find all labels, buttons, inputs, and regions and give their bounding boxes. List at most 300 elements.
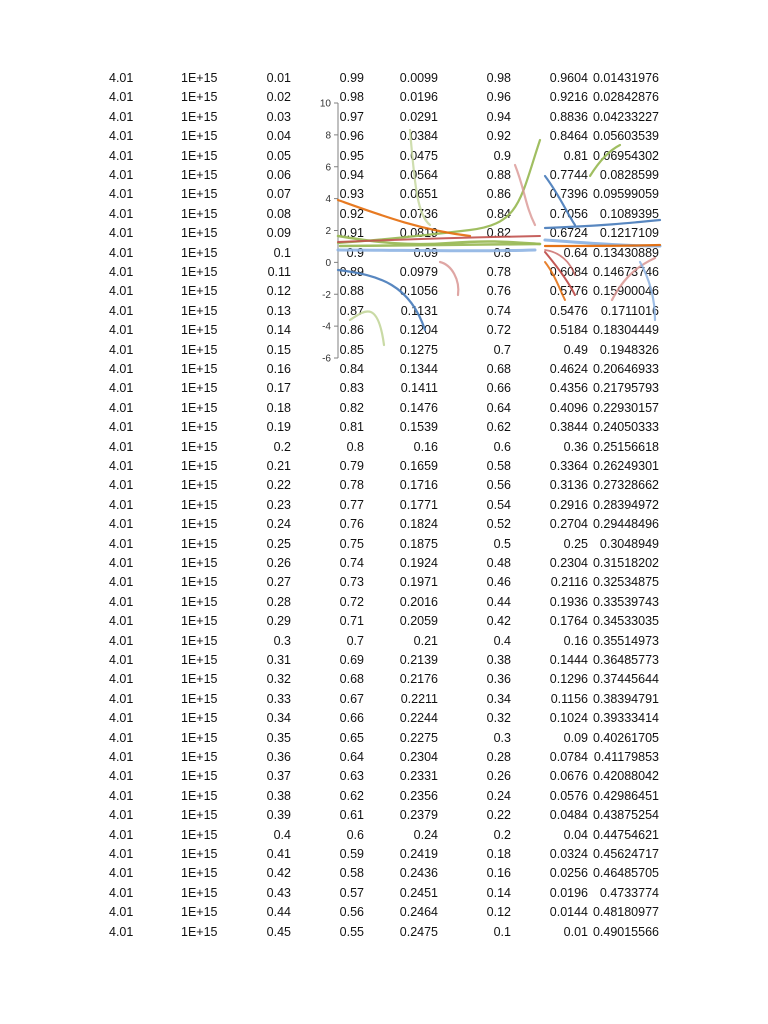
- table-cell: 0.32: [486, 711, 511, 726]
- table-cell: 0.62: [339, 788, 364, 803]
- table-cell: 0.6724: [549, 226, 588, 241]
- table-cell: 0.57: [339, 885, 364, 900]
- table-cell: 0.7: [346, 633, 364, 648]
- table-cell: 0.4096: [549, 400, 588, 415]
- table-cell: 0.49015566: [592, 924, 659, 939]
- table-cell: 0.1204: [399, 323, 438, 338]
- table-cell: 1E+15: [181, 672, 218, 687]
- table-cell: 0.22: [486, 808, 511, 823]
- table-cell: 0.44754621: [592, 827, 659, 842]
- table-cell: 0.25: [563, 536, 588, 551]
- table-cell: 1E+15: [181, 284, 218, 299]
- table-cell: 4.01: [109, 478, 134, 493]
- table-cell: 0.92: [339, 206, 364, 221]
- table-cell: 4.01: [109, 556, 134, 570]
- table-cell: 4.01: [109, 614, 134, 629]
- table-cell: 0.1771: [399, 497, 438, 512]
- table-cell: 0.0484: [549, 808, 588, 823]
- table-cell: 0.66: [486, 381, 511, 396]
- table-cell: 0.1411: [400, 381, 438, 396]
- table-cell: 0.1156: [550, 691, 588, 706]
- table-cell: 0.71: [339, 614, 364, 629]
- y-tick-label: 10: [319, 98, 331, 110]
- table-cell: 0.8836: [549, 109, 588, 124]
- table-cell: 0.1056: [399, 284, 438, 299]
- table-cell: 1E+15: [181, 536, 218, 551]
- table-cell: 0.3: [493, 730, 511, 745]
- table-cell: 0.45624717: [592, 847, 659, 861]
- table-cell: 1E+15: [181, 594, 218, 609]
- table-cell: 0.35: [266, 730, 291, 745]
- table-cell: 0.1024: [549, 711, 588, 726]
- table-cell: 0.91: [339, 226, 364, 241]
- table-cell: 0.92: [486, 129, 511, 144]
- table-cell: 4.01: [109, 730, 134, 745]
- table-cell: 0.03: [266, 109, 291, 124]
- table-cell: 0.32: [266, 672, 291, 687]
- table-cell: 0.0576: [549, 788, 588, 803]
- table-cell: 0.59: [339, 847, 364, 861]
- table-cell: 1E+15: [181, 187, 218, 202]
- y-tick-label: 2: [325, 226, 331, 237]
- table-cell: 4.01: [109, 788, 134, 803]
- table-cell: 0.0828599: [599, 168, 659, 182]
- table-cell: 0.81: [339, 420, 364, 435]
- table-cell: 4.01: [109, 536, 134, 551]
- table-cell: 0.14: [486, 885, 511, 900]
- table-cell: 0.84: [486, 206, 511, 221]
- table-cell: 0.1217109: [599, 226, 659, 241]
- table-cell: 0.87: [339, 303, 364, 318]
- table-cell: 0.1089395: [599, 206, 659, 221]
- table-cell: 1E+15: [181, 905, 218, 920]
- table-cell: 0.76: [339, 517, 364, 532]
- table-cell: 0.4: [493, 633, 511, 648]
- table-cell: 1E+15: [181, 459, 218, 473]
- table-cell: 1E+15: [181, 730, 218, 745]
- table-cell: 0.06: [266, 168, 291, 182]
- table-cell: 0.64: [339, 750, 364, 764]
- table-cell: 0.93: [339, 187, 364, 202]
- table-cell: 0.21: [413, 633, 438, 648]
- table-cell: 0.43875254: [592, 808, 659, 823]
- table-cell: 1E+15: [181, 381, 218, 396]
- table-cell: 0.0651: [399, 187, 438, 202]
- table-cell: 4.01: [109, 71, 134, 85]
- table-cell: 0.38394791: [592, 691, 659, 706]
- table-cell: 0.0291: [399, 109, 438, 124]
- table-cell: 0.44: [486, 594, 511, 609]
- table-cell: 0.58: [339, 866, 364, 881]
- table-cell: 0.2916: [549, 497, 588, 512]
- table-cell: 0.0324: [549, 847, 588, 861]
- table-cell: 0.7396: [549, 187, 588, 202]
- table-cell: 0.37: [266, 769, 291, 784]
- table-cell: 0.88: [486, 168, 511, 182]
- table-cell: 0.2436: [399, 866, 438, 881]
- table-cell: 0.04: [266, 129, 291, 144]
- table-cell: 0.1971: [399, 575, 438, 590]
- table-cell: 0.64: [563, 245, 588, 260]
- table-cell: 0.2379: [399, 808, 438, 823]
- table-cell: 0.3364: [549, 459, 588, 473]
- table-cell: 0.75: [339, 536, 364, 551]
- y-axis: [320, 99, 338, 365]
- table-cell: 0.0676: [549, 769, 588, 784]
- table-cell: 0.43: [266, 885, 291, 900]
- chart-curve: [590, 145, 620, 176]
- table-cell: 0.16: [486, 866, 511, 881]
- table-cell: 0.40261705: [592, 730, 659, 745]
- table-cell: 0.46485705: [592, 866, 659, 881]
- table-cell: 1E+15: [181, 245, 218, 260]
- chart-curve: [545, 245, 660, 246]
- table-cell: 1E+15: [181, 323, 218, 338]
- table-cell: 0.41: [266, 847, 291, 861]
- y-tick-label: 0: [325, 257, 331, 269]
- table-cell: 0.3048949: [599, 536, 659, 551]
- table-cell: 1E+15: [181, 788, 218, 803]
- table-cell: 0.01: [266, 71, 291, 85]
- table-cell: 0.1659: [399, 459, 438, 473]
- table-cell: 0.02842876: [592, 90, 659, 105]
- table-cell: 0.94: [339, 168, 364, 182]
- table-cell: 0.28: [486, 750, 511, 764]
- table-cell: 0.15: [266, 342, 291, 357]
- chart-curve: [640, 262, 655, 320]
- table-cell: 1E+15: [181, 148, 218, 163]
- table-cell: 4.01: [109, 517, 134, 532]
- table-cell: 0.62: [486, 420, 511, 435]
- table-cell: 0.72: [339, 594, 364, 609]
- table-cell: 4.01: [109, 905, 134, 920]
- table-cell: 0.24: [413, 827, 438, 842]
- table-cell: 0.7744: [549, 168, 588, 182]
- table-cell: 4.01: [109, 420, 134, 435]
- table-cell: 1E+15: [181, 924, 218, 939]
- table-cell: 0.34: [486, 691, 511, 706]
- table-cell: 1E+15: [181, 439, 218, 454]
- table-cell: 0.0256: [549, 866, 588, 881]
- table-cell: 0.78: [339, 478, 364, 493]
- table-cell: 0.1539: [399, 420, 438, 435]
- table-cell: 4.01: [109, 129, 134, 144]
- table-cell: 0.9216: [549, 90, 588, 105]
- table-cell: 0.2304: [399, 750, 438, 764]
- table-cell: 0.2331: [399, 769, 438, 784]
- table-cell: 0.13: [266, 303, 291, 318]
- table-cell: 0.24: [486, 788, 511, 803]
- table-cell: 1E+15: [181, 342, 218, 357]
- table-cell: 0.2275: [399, 730, 438, 745]
- table-cell: 0.08: [266, 206, 291, 221]
- table-cell: 0.76: [486, 284, 511, 299]
- table-cell: 0.86: [486, 187, 511, 202]
- y-tick-label: 8: [325, 130, 331, 142]
- table-cell: 0.42986451: [592, 788, 659, 803]
- table-cell: 0.19: [266, 420, 291, 435]
- table-cell: 0.9: [346, 245, 364, 260]
- table-cell: 0.17: [266, 381, 291, 396]
- table-cell: 0.28: [266, 594, 291, 609]
- y-tick-label: -2: [322, 289, 331, 301]
- table-cell: 0.67: [339, 691, 364, 706]
- table-cell: 0.12: [266, 284, 291, 299]
- table-cell: 0.1924: [399, 556, 438, 570]
- table-cell: 0.1711016: [600, 303, 659, 318]
- table-cell: 1E+15: [181, 575, 218, 590]
- table-cell: 0.73: [339, 575, 364, 590]
- table-cell: 0.2211: [400, 691, 438, 706]
- table-cell: 0.72: [486, 323, 511, 338]
- table-cell: 1E+15: [181, 400, 218, 415]
- table-cell: 0.39333414: [592, 711, 659, 726]
- table-cell: 0.2419: [399, 847, 438, 861]
- table-cell: 1E+15: [181, 711, 218, 726]
- table-cell: 0.68: [486, 362, 511, 376]
- table-cell: 1E+15: [181, 653, 218, 667]
- table-cell: 0.4: [273, 827, 291, 842]
- table-cell: 0.89: [339, 265, 364, 279]
- chart-curve: [350, 311, 384, 345]
- table-cell: 4.01: [109, 245, 134, 260]
- table-cell: 0.2704: [549, 517, 588, 532]
- table-cell: 0.0564: [399, 168, 438, 182]
- table-cell: 0.9: [493, 148, 511, 163]
- table-cell: 0.54: [486, 497, 511, 512]
- table-cell: 0.0979: [399, 265, 438, 279]
- table-cell: 0.2304: [549, 556, 588, 570]
- table-cell: 0.42: [486, 614, 511, 629]
- table-cell: 0.29: [266, 614, 291, 629]
- table-cell: 0.5776: [549, 284, 588, 299]
- table-cell: 0.58: [486, 459, 511, 473]
- table-cell: 0.0736: [399, 206, 438, 221]
- table-cell: 0.5476: [549, 303, 588, 318]
- table-cell: 0.49: [563, 342, 588, 357]
- table-cell: 0.1444: [549, 653, 588, 667]
- table-cell: 0.36: [486, 672, 511, 687]
- table-cell: 0.37445644: [592, 672, 659, 687]
- table-cell: 0.68: [339, 672, 364, 687]
- chart-curve: [440, 262, 458, 295]
- table-cell: 1E+15: [181, 168, 218, 182]
- table-cell: 0.05603539: [592, 129, 659, 144]
- table-cell: 0.9604: [549, 71, 588, 85]
- table-cell: 0.99: [339, 71, 364, 85]
- table-cell: 0.3: [273, 633, 291, 648]
- table-cell: 0.1476: [399, 400, 438, 415]
- table-cell: 0.25156618: [592, 439, 659, 454]
- table-cell: 4.01: [109, 226, 134, 241]
- table-cell: 0.64: [486, 400, 511, 415]
- table-cell: 0.5: [493, 536, 511, 551]
- table-cell: 0.6: [346, 827, 364, 842]
- table-cell: 0.4356: [549, 381, 588, 396]
- table-cell: 4.01: [109, 750, 134, 764]
- table-cell: 0.09599059: [592, 187, 659, 202]
- table-cell: 1E+15: [181, 556, 218, 570]
- table-cell: 1E+15: [181, 517, 218, 532]
- table-cell: 0.18: [486, 847, 511, 861]
- table-cell: 0.16: [563, 633, 588, 648]
- table-cell: 0.36: [563, 439, 588, 454]
- table-cell: 0.2356: [399, 788, 438, 803]
- table-cell: 4.01: [109, 711, 134, 726]
- table-cell: 0.2: [493, 827, 511, 842]
- chart-curve: [410, 130, 430, 225]
- table-cell: 0.0196: [399, 90, 438, 105]
- table-cell: 0.98: [339, 90, 364, 105]
- table-cell: 0.1: [493, 924, 511, 939]
- table-cell: 0.27: [266, 575, 291, 590]
- table-cell: 0.45: [266, 924, 291, 939]
- table-cell: 0.29448496: [592, 517, 659, 532]
- table-cell: 4.01: [109, 90, 134, 105]
- table-cell: 0.96: [339, 129, 364, 144]
- table-cell: 1E+15: [181, 866, 218, 881]
- table-cell: 1E+15: [181, 769, 218, 784]
- table-cell: 4.01: [109, 866, 134, 881]
- table-cell: 0.0475: [399, 148, 438, 163]
- table-cell: 0.09: [563, 730, 588, 745]
- table-cell: 0.7: [493, 342, 511, 357]
- table-cell: 4.01: [109, 769, 134, 784]
- table-cell: 1E+15: [181, 71, 218, 85]
- table-cell: 0.38: [486, 653, 511, 667]
- table-cell: 0.04: [563, 827, 588, 842]
- table-cell: 4.01: [109, 691, 134, 706]
- table-cell: 4.01: [109, 827, 134, 842]
- table-cell: 0.83: [339, 381, 364, 396]
- table-cell: 0.01431976: [592, 71, 659, 85]
- table-cell: 0.2176: [399, 672, 438, 687]
- table-cell: 4.01: [109, 653, 134, 667]
- table-cell: 1E+15: [181, 750, 218, 764]
- chart-curve: [340, 244, 540, 246]
- table-cell: 0.4624: [549, 362, 588, 376]
- chart-curve: [545, 220, 660, 228]
- table-cell: 0.18304449: [592, 323, 659, 338]
- table-cell: 4.01: [109, 924, 134, 939]
- table-cell: 0.41179853: [593, 750, 659, 764]
- table-cell: 0.31: [266, 653, 291, 667]
- table-cell: 0.0196: [549, 885, 588, 900]
- table-cell: 0.1: [273, 245, 291, 260]
- table-cell: 0.0099: [399, 71, 438, 85]
- table-cell: 4.01: [109, 265, 134, 279]
- table-cell: 0.3136: [549, 478, 588, 493]
- table-cell: 0.07: [266, 187, 291, 202]
- table-cell: 4.01: [109, 168, 134, 182]
- table-cell: 0.42088042: [592, 769, 659, 784]
- table-cell: 4.01: [109, 109, 134, 124]
- table-cell: 0.02: [266, 90, 291, 105]
- table-cell: 4.01: [109, 342, 134, 357]
- table-cell: 0.26249301: [592, 459, 659, 473]
- table-cell: 0.22: [266, 478, 291, 493]
- table-cell: 0.6084: [549, 265, 588, 279]
- table-cell: 1E+15: [181, 497, 218, 512]
- table-cell: 1E+15: [181, 206, 218, 221]
- table-cell: 0.2451: [399, 885, 438, 900]
- table-cell: 0.31518202: [592, 556, 659, 570]
- chart-curve: [545, 262, 565, 300]
- table-cell: 0.1875: [399, 536, 438, 551]
- table-cell: 0.42: [266, 866, 291, 881]
- table-cell: 4.01: [109, 323, 134, 338]
- table-cell: 0.2244: [399, 711, 438, 726]
- table-cell: 4.01: [109, 439, 134, 454]
- table-cell: 1E+15: [181, 109, 218, 124]
- table-cell: 4.01: [109, 459, 134, 473]
- table-cell: 0.0384: [399, 129, 438, 144]
- table-cell: 0.2475: [399, 924, 438, 939]
- table-cell: 0.79: [339, 459, 364, 473]
- table-cell: 0.24: [266, 517, 291, 532]
- table-cell: 0.3844: [549, 420, 588, 435]
- table-cell: 4.01: [109, 303, 134, 318]
- table-cell: 0.06954302: [592, 148, 659, 163]
- table-cell: 0.27328662: [592, 478, 659, 493]
- table-cell: 0.1948326: [599, 342, 659, 357]
- table-cell: 4.01: [109, 672, 134, 687]
- table-cell: 0.84: [339, 362, 364, 376]
- table-cell: 0.1716: [399, 478, 438, 493]
- table-cell: 1E+15: [181, 633, 218, 648]
- table-cell: 0.13430889: [592, 245, 659, 260]
- table-cell: 1E+15: [181, 478, 218, 493]
- table-cell: 0.5184: [549, 323, 588, 338]
- table-cell: 0.1275: [399, 342, 438, 357]
- table-cell: 0.36485773: [592, 653, 659, 667]
- table-cell: 0.74: [339, 556, 364, 570]
- chart-curve: [338, 270, 425, 330]
- table-cell: 0.97: [339, 109, 364, 124]
- table-cell: 0.48: [486, 556, 511, 570]
- table-cell: 0.56: [339, 905, 364, 920]
- table-cell: 4.01: [109, 885, 134, 900]
- table-cell: 0.26: [486, 769, 511, 784]
- table-cell: 0.88: [339, 284, 364, 299]
- table-cell: 0.12: [486, 905, 511, 920]
- table-cell: 0.1936: [549, 594, 588, 609]
- table-cell: 0.1344: [399, 362, 438, 376]
- table-cell: 0.1131: [400, 303, 438, 318]
- table-cell: 0.44: [266, 905, 291, 920]
- table-cell: 0.94: [486, 109, 511, 124]
- table-cell: 0.6: [493, 439, 511, 454]
- table-cell: 0.05: [266, 148, 291, 163]
- table-cell: 4.01: [109, 847, 134, 861]
- table-cell: 0.96: [486, 90, 511, 105]
- table-cell: 0.2059: [399, 614, 438, 629]
- table-cell: 0.8: [493, 245, 511, 260]
- table-cell: 0.0784: [549, 750, 588, 764]
- table-cell: 0.38: [266, 788, 291, 803]
- table-cell: 0.1296: [549, 672, 588, 687]
- table-cell: 4.01: [109, 633, 134, 648]
- table-cell: 4.01: [109, 575, 134, 590]
- table-cell: 0.34533035: [592, 614, 659, 629]
- table-cell: 0.32534875: [592, 575, 659, 590]
- table-cell: 0.95: [339, 148, 364, 163]
- table-cell: 0.52: [486, 517, 511, 532]
- table-cell: 0.86: [339, 323, 364, 338]
- table-cell: 0.63: [339, 769, 364, 784]
- table-cell: 0.18: [266, 400, 291, 415]
- table-cell: 1E+15: [181, 362, 218, 376]
